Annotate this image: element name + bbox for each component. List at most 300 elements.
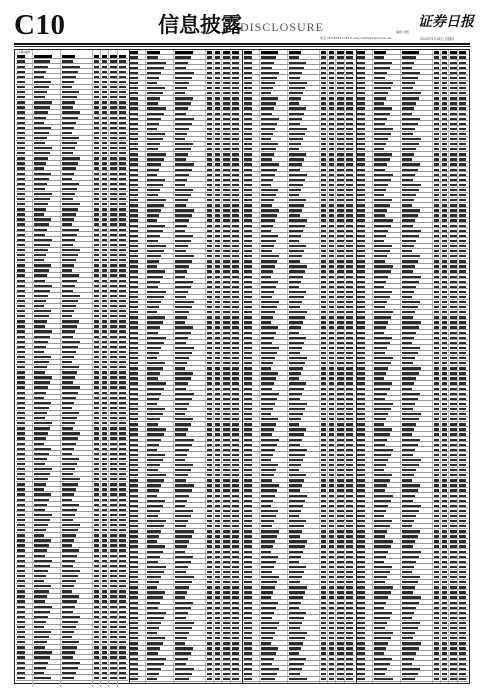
table-cell	[34, 600, 45, 602]
table-cell	[17, 117, 25, 119]
table-cell	[102, 81, 107, 83]
table-cell	[374, 612, 392, 614]
table-cell	[337, 433, 344, 435]
table-cell	[119, 570, 126, 572]
table-cell	[337, 158, 344, 160]
table-cell	[110, 422, 117, 424]
table-cell	[244, 398, 252, 400]
table-cell	[337, 581, 344, 583]
table-cell	[357, 367, 365, 369]
table-cell	[442, 230, 447, 232]
table-cell	[223, 240, 230, 242]
table-cell	[321, 571, 326, 573]
table-cell	[329, 607, 334, 609]
table-cell	[147, 469, 158, 471]
table-cell	[34, 662, 48, 664]
table-cell	[434, 393, 439, 395]
table-cell	[110, 157, 117, 159]
table-cell	[207, 143, 212, 145]
table-cell	[442, 133, 447, 135]
table-cell	[321, 347, 326, 349]
table-cell	[459, 77, 466, 79]
table-cell	[175, 556, 193, 558]
table-cell	[17, 218, 25, 220]
table-cell	[261, 311, 275, 313]
table-cell	[207, 520, 212, 522]
table-cell	[357, 617, 365, 619]
table-cell	[62, 336, 73, 338]
table-cell	[147, 505, 163, 507]
table-cell	[207, 255, 212, 257]
table-cell	[94, 412, 99, 414]
table-cell	[434, 56, 439, 58]
table-cell	[17, 239, 25, 241]
table-cell	[119, 91, 126, 93]
table-cell	[261, 321, 271, 323]
table-cell	[329, 158, 334, 160]
table-cell	[215, 209, 220, 211]
table-cell	[346, 444, 353, 446]
table-cell	[346, 561, 353, 563]
table-cell	[244, 474, 252, 476]
table-cell	[442, 209, 447, 211]
table-cell	[62, 188, 78, 190]
table-cell	[94, 203, 99, 205]
table-cell	[329, 118, 334, 120]
table-cell	[321, 403, 326, 405]
table-cell	[62, 529, 79, 531]
table-cell	[289, 321, 303, 323]
table-cell	[34, 381, 51, 383]
table-cell	[147, 581, 159, 583]
table-cell	[130, 545, 138, 547]
table-cell	[402, 637, 413, 639]
table-cell	[261, 87, 273, 89]
table-cell	[102, 493, 107, 495]
table-cell	[434, 77, 439, 79]
table-cell	[244, 107, 252, 109]
table-cell	[119, 437, 126, 439]
table-cell	[223, 413, 230, 415]
table-cell	[102, 453, 107, 455]
table-cell	[459, 464, 466, 466]
table-cell	[357, 444, 365, 446]
table-cell	[450, 505, 457, 507]
table-cell	[215, 632, 220, 634]
table-cell	[119, 656, 126, 658]
table-cell	[232, 163, 239, 165]
table-cell	[147, 520, 166, 522]
table-cell	[94, 376, 99, 378]
table-cell	[244, 362, 252, 364]
table-cell	[110, 213, 117, 215]
table-cell	[374, 153, 392, 155]
table-cell	[261, 143, 279, 145]
table-cell	[374, 459, 388, 461]
table-cell	[94, 152, 99, 154]
table-cell	[223, 352, 230, 354]
table-cell	[374, 647, 386, 649]
table-cell	[442, 525, 447, 527]
table-cell	[459, 520, 466, 522]
table-cell	[130, 118, 138, 120]
table-cell	[337, 62, 344, 64]
table-cell	[329, 495, 334, 497]
table-cell	[244, 428, 252, 430]
table-cell	[223, 67, 230, 69]
table-cell	[34, 631, 52, 633]
table-cell	[223, 678, 230, 680]
table-cell	[110, 631, 117, 633]
table-cell	[62, 662, 81, 664]
table-cell	[434, 581, 439, 583]
table-cell	[119, 269, 126, 271]
table-cell	[34, 585, 52, 587]
table-cell	[261, 484, 280, 486]
table-cell	[34, 478, 48, 480]
table-cell	[94, 478, 99, 480]
table-cell	[102, 361, 107, 363]
table-cell	[34, 229, 47, 231]
table-cell	[402, 286, 416, 288]
table-cell	[459, 459, 466, 461]
table-cell	[459, 286, 466, 288]
table-cell	[215, 525, 220, 527]
table-cell	[175, 367, 185, 369]
table-cell	[232, 67, 239, 69]
table-cell	[374, 525, 390, 527]
table-cell	[434, 652, 439, 654]
table-cell	[207, 617, 212, 619]
table-cell	[434, 596, 439, 598]
table-cell	[94, 549, 99, 551]
table-cell	[34, 101, 53, 103]
table-cell	[175, 235, 193, 237]
table-cell	[17, 646, 25, 648]
table-cell	[34, 392, 46, 394]
table-cell	[244, 291, 252, 293]
table-cell	[434, 296, 439, 298]
table-cell	[442, 469, 447, 471]
table-cell	[62, 565, 73, 567]
table-cell	[94, 417, 99, 419]
table-cell	[130, 571, 138, 573]
table-cell	[402, 82, 415, 84]
table-cell	[175, 377, 191, 379]
table-cell	[357, 642, 365, 644]
table-cell	[102, 514, 107, 516]
table-cell	[175, 189, 193, 191]
table-cell	[442, 128, 447, 130]
table-cell	[244, 209, 252, 211]
table-cell	[34, 606, 53, 608]
table-cell	[119, 417, 126, 419]
table-cell	[215, 230, 220, 232]
table-cell	[119, 330, 126, 332]
table-cell	[207, 571, 212, 573]
table-cell	[17, 101, 25, 103]
table-cell	[110, 264, 117, 266]
table-cell	[434, 357, 439, 359]
table-cell	[459, 500, 466, 502]
table-cell	[34, 60, 51, 62]
table-cell	[94, 504, 99, 506]
table-cell	[289, 647, 301, 649]
table-cell	[346, 658, 353, 660]
table-cell	[232, 128, 239, 130]
table-cell	[289, 357, 308, 359]
table-cell	[110, 351, 117, 353]
table-cell	[119, 519, 126, 521]
table-cell	[17, 173, 25, 175]
table-cell	[357, 225, 365, 227]
table-cell	[442, 439, 447, 441]
table-cell	[329, 281, 334, 283]
table-cell	[329, 637, 334, 639]
table-cell	[130, 306, 138, 308]
table-cell	[232, 571, 239, 573]
table-cell	[442, 174, 447, 176]
table-cell	[357, 377, 365, 379]
table-cell	[434, 627, 439, 629]
table-cell	[337, 596, 344, 598]
table-cell	[62, 499, 72, 501]
table-cell	[232, 607, 239, 609]
table-cell	[450, 530, 457, 532]
table-cell	[119, 213, 126, 215]
table-cell	[402, 311, 415, 313]
table-cell	[147, 647, 160, 649]
table-cell	[289, 138, 303, 140]
table-cell	[130, 403, 138, 405]
table-cell	[215, 194, 220, 196]
table-cell	[459, 433, 466, 435]
table-cell	[261, 576, 280, 578]
table-cell	[244, 143, 252, 145]
table-cell	[374, 454, 391, 456]
table-cell	[130, 265, 138, 267]
table-cell	[17, 290, 25, 292]
table-cell	[434, 678, 439, 680]
table-cell	[321, 515, 326, 517]
table-cell	[346, 673, 353, 675]
table-cell	[62, 376, 75, 378]
table-cell	[402, 474, 414, 476]
table-cell	[346, 535, 353, 537]
table-cell	[110, 249, 117, 251]
table-cell	[207, 97, 212, 99]
table-cell	[232, 474, 239, 476]
table-cell	[442, 296, 447, 298]
table-cell	[442, 326, 447, 328]
table-cell	[374, 495, 393, 497]
table-cell	[450, 382, 457, 384]
table-cell	[244, 632, 252, 634]
table-cell	[207, 658, 212, 660]
table-cell	[442, 540, 447, 542]
table-cell	[450, 97, 457, 99]
table-cell	[34, 499, 50, 501]
table-cell	[175, 240, 191, 242]
table-cell	[442, 158, 447, 160]
table-cell	[459, 474, 466, 476]
table-cell	[289, 92, 303, 94]
table-cell	[119, 361, 126, 363]
table-cell	[346, 321, 353, 323]
table-cell	[119, 132, 126, 134]
table-cell	[337, 281, 344, 283]
table-cell	[346, 617, 353, 619]
table-cell	[94, 361, 99, 363]
table-cell	[402, 627, 418, 629]
table-cell	[244, 372, 252, 374]
table-cell	[102, 478, 107, 480]
table-cell	[110, 595, 117, 597]
table-cell	[110, 167, 117, 169]
table-cell	[329, 591, 334, 593]
table-cell	[130, 393, 138, 395]
table-cell	[244, 622, 252, 624]
table-cell	[232, 255, 239, 257]
table-cell	[434, 510, 439, 512]
table-cell	[110, 361, 117, 363]
table-cell	[94, 473, 99, 475]
table-cell	[62, 595, 80, 597]
table-cell	[110, 290, 117, 292]
table-cell	[346, 388, 353, 390]
table-cell	[459, 495, 466, 497]
table-cell	[374, 148, 384, 150]
table-cell	[232, 489, 239, 491]
table-cell	[321, 169, 326, 171]
table-cell	[244, 444, 252, 446]
table-cell	[34, 152, 51, 154]
table-cell	[337, 479, 344, 481]
table-cell	[110, 504, 117, 506]
table-cell	[402, 525, 412, 527]
table-cell	[357, 372, 365, 374]
table-cell	[374, 56, 384, 58]
table-cell	[215, 102, 220, 104]
table-cell	[289, 652, 299, 654]
table-cell	[357, 158, 365, 160]
table-cell	[450, 107, 457, 109]
table-cell	[207, 219, 212, 221]
table-cell	[244, 459, 252, 461]
table-cell	[402, 423, 416, 425]
table-cell	[261, 296, 272, 298]
table-cell	[175, 403, 189, 405]
table-cell	[450, 306, 457, 308]
table-cell	[434, 464, 439, 466]
table-cell	[244, 153, 252, 155]
table-cell	[207, 459, 212, 461]
table-cell	[94, 280, 99, 282]
table-cell	[147, 663, 164, 665]
table-cell	[357, 398, 365, 400]
table-cell	[34, 244, 51, 246]
table-cell	[321, 62, 326, 64]
table-cell	[119, 223, 126, 225]
table-cell	[321, 225, 326, 227]
table-cell	[34, 269, 50, 271]
table-cell	[175, 673, 192, 675]
table-cell	[62, 611, 73, 613]
table-cell	[450, 245, 457, 247]
contact-line: 电话 010-83251730 E-mail zqrb9@zqrb.sina.net	[320, 36, 392, 40]
table-cell	[223, 540, 230, 542]
table-cell	[175, 158, 186, 160]
table-cell	[215, 469, 220, 471]
table-cell	[450, 388, 457, 390]
table-cell	[119, 483, 126, 485]
table-cell	[450, 184, 457, 186]
table-row	[243, 677, 355, 682]
table-cell	[346, 179, 353, 181]
table-cell	[374, 418, 386, 420]
table-cell	[357, 255, 365, 257]
table-cell	[289, 235, 301, 237]
table-cell	[321, 464, 326, 466]
table-cell	[215, 276, 220, 278]
table-cell	[434, 602, 439, 604]
table-cell	[442, 423, 447, 425]
table-cell	[102, 162, 107, 164]
table-cell	[442, 97, 447, 99]
table-cell	[450, 393, 457, 395]
table-cell	[450, 194, 457, 196]
table-cell	[442, 551, 447, 553]
table-cell	[329, 413, 334, 415]
table-cell	[17, 585, 25, 587]
table-cell	[130, 372, 138, 374]
table-column	[243, 50, 355, 683]
table-cell	[175, 495, 189, 497]
table-cell	[232, 454, 239, 456]
table-cell	[232, 372, 239, 374]
table-cell	[110, 590, 117, 592]
table-cell	[321, 607, 326, 609]
table-cell	[110, 667, 117, 669]
table-cell	[215, 382, 220, 384]
table-cell	[147, 342, 164, 344]
table-cell	[34, 427, 51, 429]
table-cell	[346, 153, 353, 155]
table-cell	[321, 194, 326, 196]
table-cell	[261, 449, 275, 451]
table-cell	[94, 351, 99, 353]
table-cell	[357, 362, 365, 364]
table-cell	[329, 214, 334, 216]
table-cell	[223, 184, 230, 186]
table-cell	[402, 352, 418, 354]
table-cell	[94, 198, 99, 200]
table-cell	[215, 321, 220, 323]
table-cell	[110, 529, 117, 531]
table-cell	[321, 474, 326, 476]
table-cell	[289, 72, 302, 74]
table-cell	[450, 230, 457, 232]
table-cell	[357, 214, 365, 216]
table-cell	[261, 393, 280, 395]
table-cell	[207, 586, 212, 588]
table-cell	[374, 194, 384, 196]
table-cell	[223, 51, 230, 54]
table-cell	[175, 398, 192, 400]
table-cell	[223, 444, 230, 446]
table-cell	[346, 530, 353, 532]
table-cell	[346, 163, 353, 165]
